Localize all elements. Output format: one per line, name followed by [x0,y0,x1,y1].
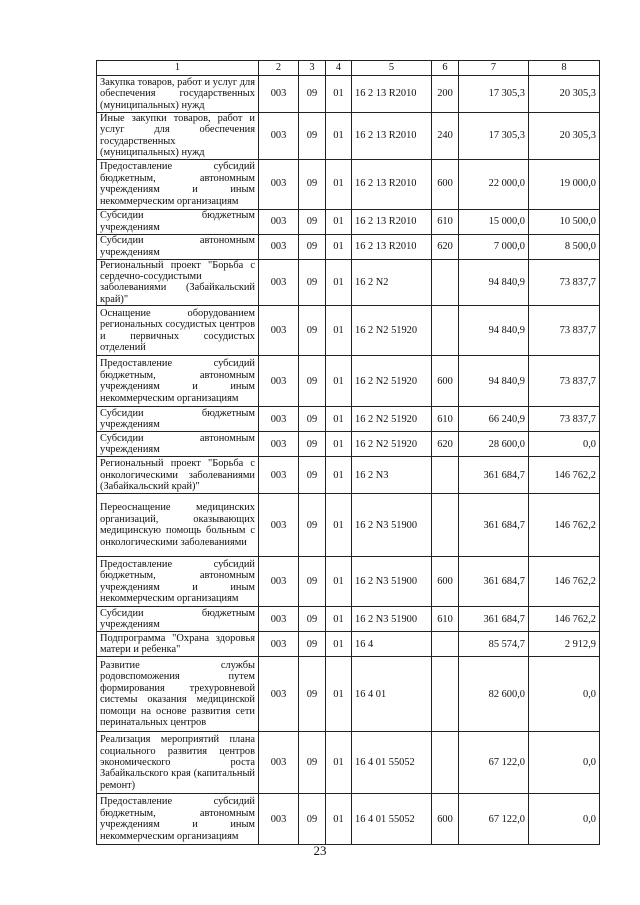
table-row [97,209,600,234]
row-subsection: 01 [326,632,352,657]
row-section: 09 [299,407,326,432]
column-header: 2 [259,61,299,76]
row-section: 09 [299,356,326,407]
table-row [97,607,600,632]
row-amount-1: 82 600,0 [459,657,529,732]
row-target-article: 16 4 01 [352,657,432,732]
table-row [97,234,600,259]
row-amount-2: 19 000,0 [529,159,600,209]
row-subsection: 01 [326,557,352,607]
row-amount-1: 15 000,0 [459,209,529,234]
row-subsection: 01 [326,657,352,732]
row-name: Развитие службы родовспоможения путем формирования трехуровневой системы оказания медицинской помощи на основе развития сети перинатальных центров [97,657,259,732]
table-row [97,76,600,113]
row-section: 09 [299,259,326,306]
row-section: 09 [299,794,326,845]
row-name: Региональный проект "Борьба с онкологическими заболеваниями (Забайкальский край)" [97,457,259,494]
row-amount-1: 94 840,9 [459,306,529,356]
budget-table [96,60,600,845]
row-name: Субсидии автономным учреждениям [97,234,259,259]
row-subsection: 01 [326,113,352,160]
row-expense-type [432,457,459,494]
row-amount-2: 8 500,0 [529,234,600,259]
column-header: 6 [432,61,459,76]
row-target-article: 16 2 N3 [352,457,432,494]
row-target-article: 16 2 N3 51900 [352,607,432,632]
row-subsection: 01 [326,259,352,306]
row-target-article: 16 2 N2 51920 [352,306,432,356]
row-amount-2: 10 500,0 [529,209,600,234]
row-name: Иные закупки товаров, работ и услуг для обеспечения государственных (муниципальных) нужд [97,113,259,160]
table-row [97,657,600,732]
row-name: Субсидии бюджетным учреждениям [97,607,259,632]
row-amount-1: 361 684,7 [459,457,529,494]
row-amount-2: 2 912,9 [529,632,600,657]
row-amount-2: 20 305,3 [529,113,600,160]
column-header: 7 [459,61,529,76]
table-row [97,432,600,457]
row-name: Предоставление субсидий бюджетным, автономным учреждениям и иным некоммерческим организациям [97,356,259,407]
row-target-article: 16 2 N2 51920 [352,356,432,407]
row-target-article: 16 2 N2 51920 [352,407,432,432]
row-amount-1: 22 000,0 [459,159,529,209]
row-code: 003 [259,432,299,457]
row-target-article: 16 2 13 R2010 [352,209,432,234]
row-code: 003 [259,607,299,632]
row-subsection: 01 [326,159,352,209]
row-amount-1: 67 122,0 [459,732,529,794]
row-expense-type: 600 [432,794,459,845]
row-code: 003 [259,234,299,259]
row-target-article: 16 4 01 55052 [352,794,432,845]
row-name: Субсидии автономным учреждениям [97,432,259,457]
row-code: 003 [259,356,299,407]
row-amount-2: 146 762,2 [529,607,600,632]
row-expense-type [432,632,459,657]
row-amount-2: 146 762,2 [529,494,600,557]
row-code: 003 [259,259,299,306]
column-header: 5 [352,61,432,76]
row-section: 09 [299,234,326,259]
row-subsection: 01 [326,407,352,432]
row-amount-1: 17 305,3 [459,113,529,160]
row-name: Региональный проект "Борьба с сердечно-сосудистыми заболеваниями (Забайкальский край)" [97,259,259,306]
table-row [97,557,600,607]
row-code: 003 [259,306,299,356]
row-code: 003 [259,76,299,113]
row-subsection: 01 [326,209,352,234]
row-expense-type: 610 [432,607,459,632]
row-section: 09 [299,432,326,457]
row-subsection: 01 [326,356,352,407]
row-code: 003 [259,557,299,607]
table-row [97,407,600,432]
row-expense-type: 620 [432,432,459,457]
row-code: 003 [259,209,299,234]
row-amount-2: 73 837,7 [529,407,600,432]
row-name: Субсидии бюджетным учреждениям [97,209,259,234]
row-section: 09 [299,159,326,209]
row-code: 003 [259,113,299,160]
row-section: 09 [299,306,326,356]
row-section: 09 [299,457,326,494]
row-target-article: 16 2 N3 51900 [352,494,432,557]
row-subsection: 01 [326,794,352,845]
row-target-article: 16 2 13 R2010 [352,76,432,113]
row-code: 003 [259,494,299,557]
row-amount-2: 73 837,7 [529,306,600,356]
column-header: 4 [326,61,352,76]
row-target-article: 16 2 13 R2010 [352,234,432,259]
row-target-article: 16 2 13 R2010 [352,159,432,209]
column-header: 1 [97,61,259,76]
row-amount-2: 73 837,7 [529,259,600,306]
row-section: 09 [299,632,326,657]
table-row [97,494,600,557]
row-section: 09 [299,657,326,732]
header-row [97,61,600,76]
row-amount-2: 73 837,7 [529,356,600,407]
row-expense-type [432,259,459,306]
row-section: 09 [299,732,326,794]
row-expense-type [432,494,459,557]
row-subsection: 01 [326,432,352,457]
table-row [97,356,600,407]
column-header: 3 [299,61,326,76]
row-section: 09 [299,494,326,557]
row-name: Предоставление субсидий бюджетным, автономным учреждениям и иным некоммерческим организациям [97,159,259,209]
row-amount-1: 85 574,7 [459,632,529,657]
row-amount-2: 0,0 [529,732,600,794]
row-name: Субсидии бюджетным учреждениям [97,407,259,432]
row-amount-1: 361 684,7 [459,494,529,557]
row-expense-type: 240 [432,113,459,160]
row-code: 003 [259,159,299,209]
row-subsection: 01 [326,732,352,794]
row-subsection: 01 [326,306,352,356]
row-expense-type: 600 [432,557,459,607]
row-code: 003 [259,632,299,657]
row-subsection: 01 [326,76,352,113]
row-expense-type [432,732,459,794]
row-code: 003 [259,657,299,732]
row-amount-1: 94 840,9 [459,356,529,407]
row-name: Закупка товаров, работ и услуг для обеспечения государственных (муниципальных) нужд [97,76,259,113]
row-amount-2: 146 762,2 [529,457,600,494]
row-section: 09 [299,113,326,160]
row-expense-type: 610 [432,209,459,234]
table-row [97,306,600,356]
page-number: 23 [313,843,327,858]
table-row [97,732,600,794]
row-section: 09 [299,76,326,113]
row-code: 003 [259,457,299,494]
row-subsection: 01 [326,457,352,494]
row-amount-2: 0,0 [529,432,600,457]
row-expense-type: 620 [432,234,459,259]
row-name: Реализация мероприятий плана социального развития центров экономического роста Забайкальского края (капитальный ремонт) [97,732,259,794]
row-expense-type [432,657,459,732]
row-target-article: 16 2 13 R2010 [352,113,432,160]
row-code: 003 [259,407,299,432]
table-row [97,632,600,657]
row-name: Предоставление субсидий бюджетным, автономным учреждениям и иным некоммерческим организациям [97,794,259,845]
table-body [97,76,600,845]
row-expense-type: 600 [432,159,459,209]
row-section: 09 [299,607,326,632]
row-expense-type: 200 [432,76,459,113]
row-expense-type [432,306,459,356]
row-amount-1: 361 684,7 [459,607,529,632]
row-amount-2: 0,0 [529,657,600,732]
row-target-article: 16 4 [352,632,432,657]
table-row [97,159,600,209]
row-subsection: 01 [326,494,352,557]
column-header: 8 [529,61,600,76]
row-amount-1: 361 684,7 [459,557,529,607]
row-target-article: 16 4 01 55052 [352,732,432,794]
row-amount-2: 20 305,3 [529,76,600,113]
row-amount-2: 0,0 [529,794,600,845]
row-section: 09 [299,209,326,234]
row-expense-type: 600 [432,356,459,407]
table-row [97,259,600,306]
row-amount-1: 28 600,0 [459,432,529,457]
row-target-article: 16 2 N2 [352,259,432,306]
row-code: 003 [259,794,299,845]
row-section: 09 [299,557,326,607]
row-amount-2: 146 762,2 [529,557,600,607]
row-amount-1: 17 305,3 [459,76,529,113]
row-code: 003 [259,732,299,794]
table-row [97,113,600,160]
row-amount-1: 66 240,9 [459,407,529,432]
row-name: Подпрограмма "Охрана здоровья матери и ребенка" [97,632,259,657]
row-amount-1: 94 840,9 [459,259,529,306]
row-target-article: 16 2 N3 51900 [352,557,432,607]
row-amount-1: 67 122,0 [459,794,529,845]
table-row [97,457,600,494]
row-amount-1: 7 000,0 [459,234,529,259]
row-target-article: 16 2 N2 51920 [352,432,432,457]
row-name: Предоставление субсидий бюджетным, автономным учреждениям и иным некоммерческим организациям [97,557,259,607]
table-row [97,794,600,845]
row-name: Переоснащение медицинских организаций, оказывающих медицинскую помощь больным с онкологическими заболеваниями [97,494,259,557]
row-expense-type: 610 [432,407,459,432]
row-subsection: 01 [326,607,352,632]
row-subsection: 01 [326,234,352,259]
row-name: Оснащение оборудованием региональных сосудистых центров и первичных сосудистых отделений [97,306,259,356]
